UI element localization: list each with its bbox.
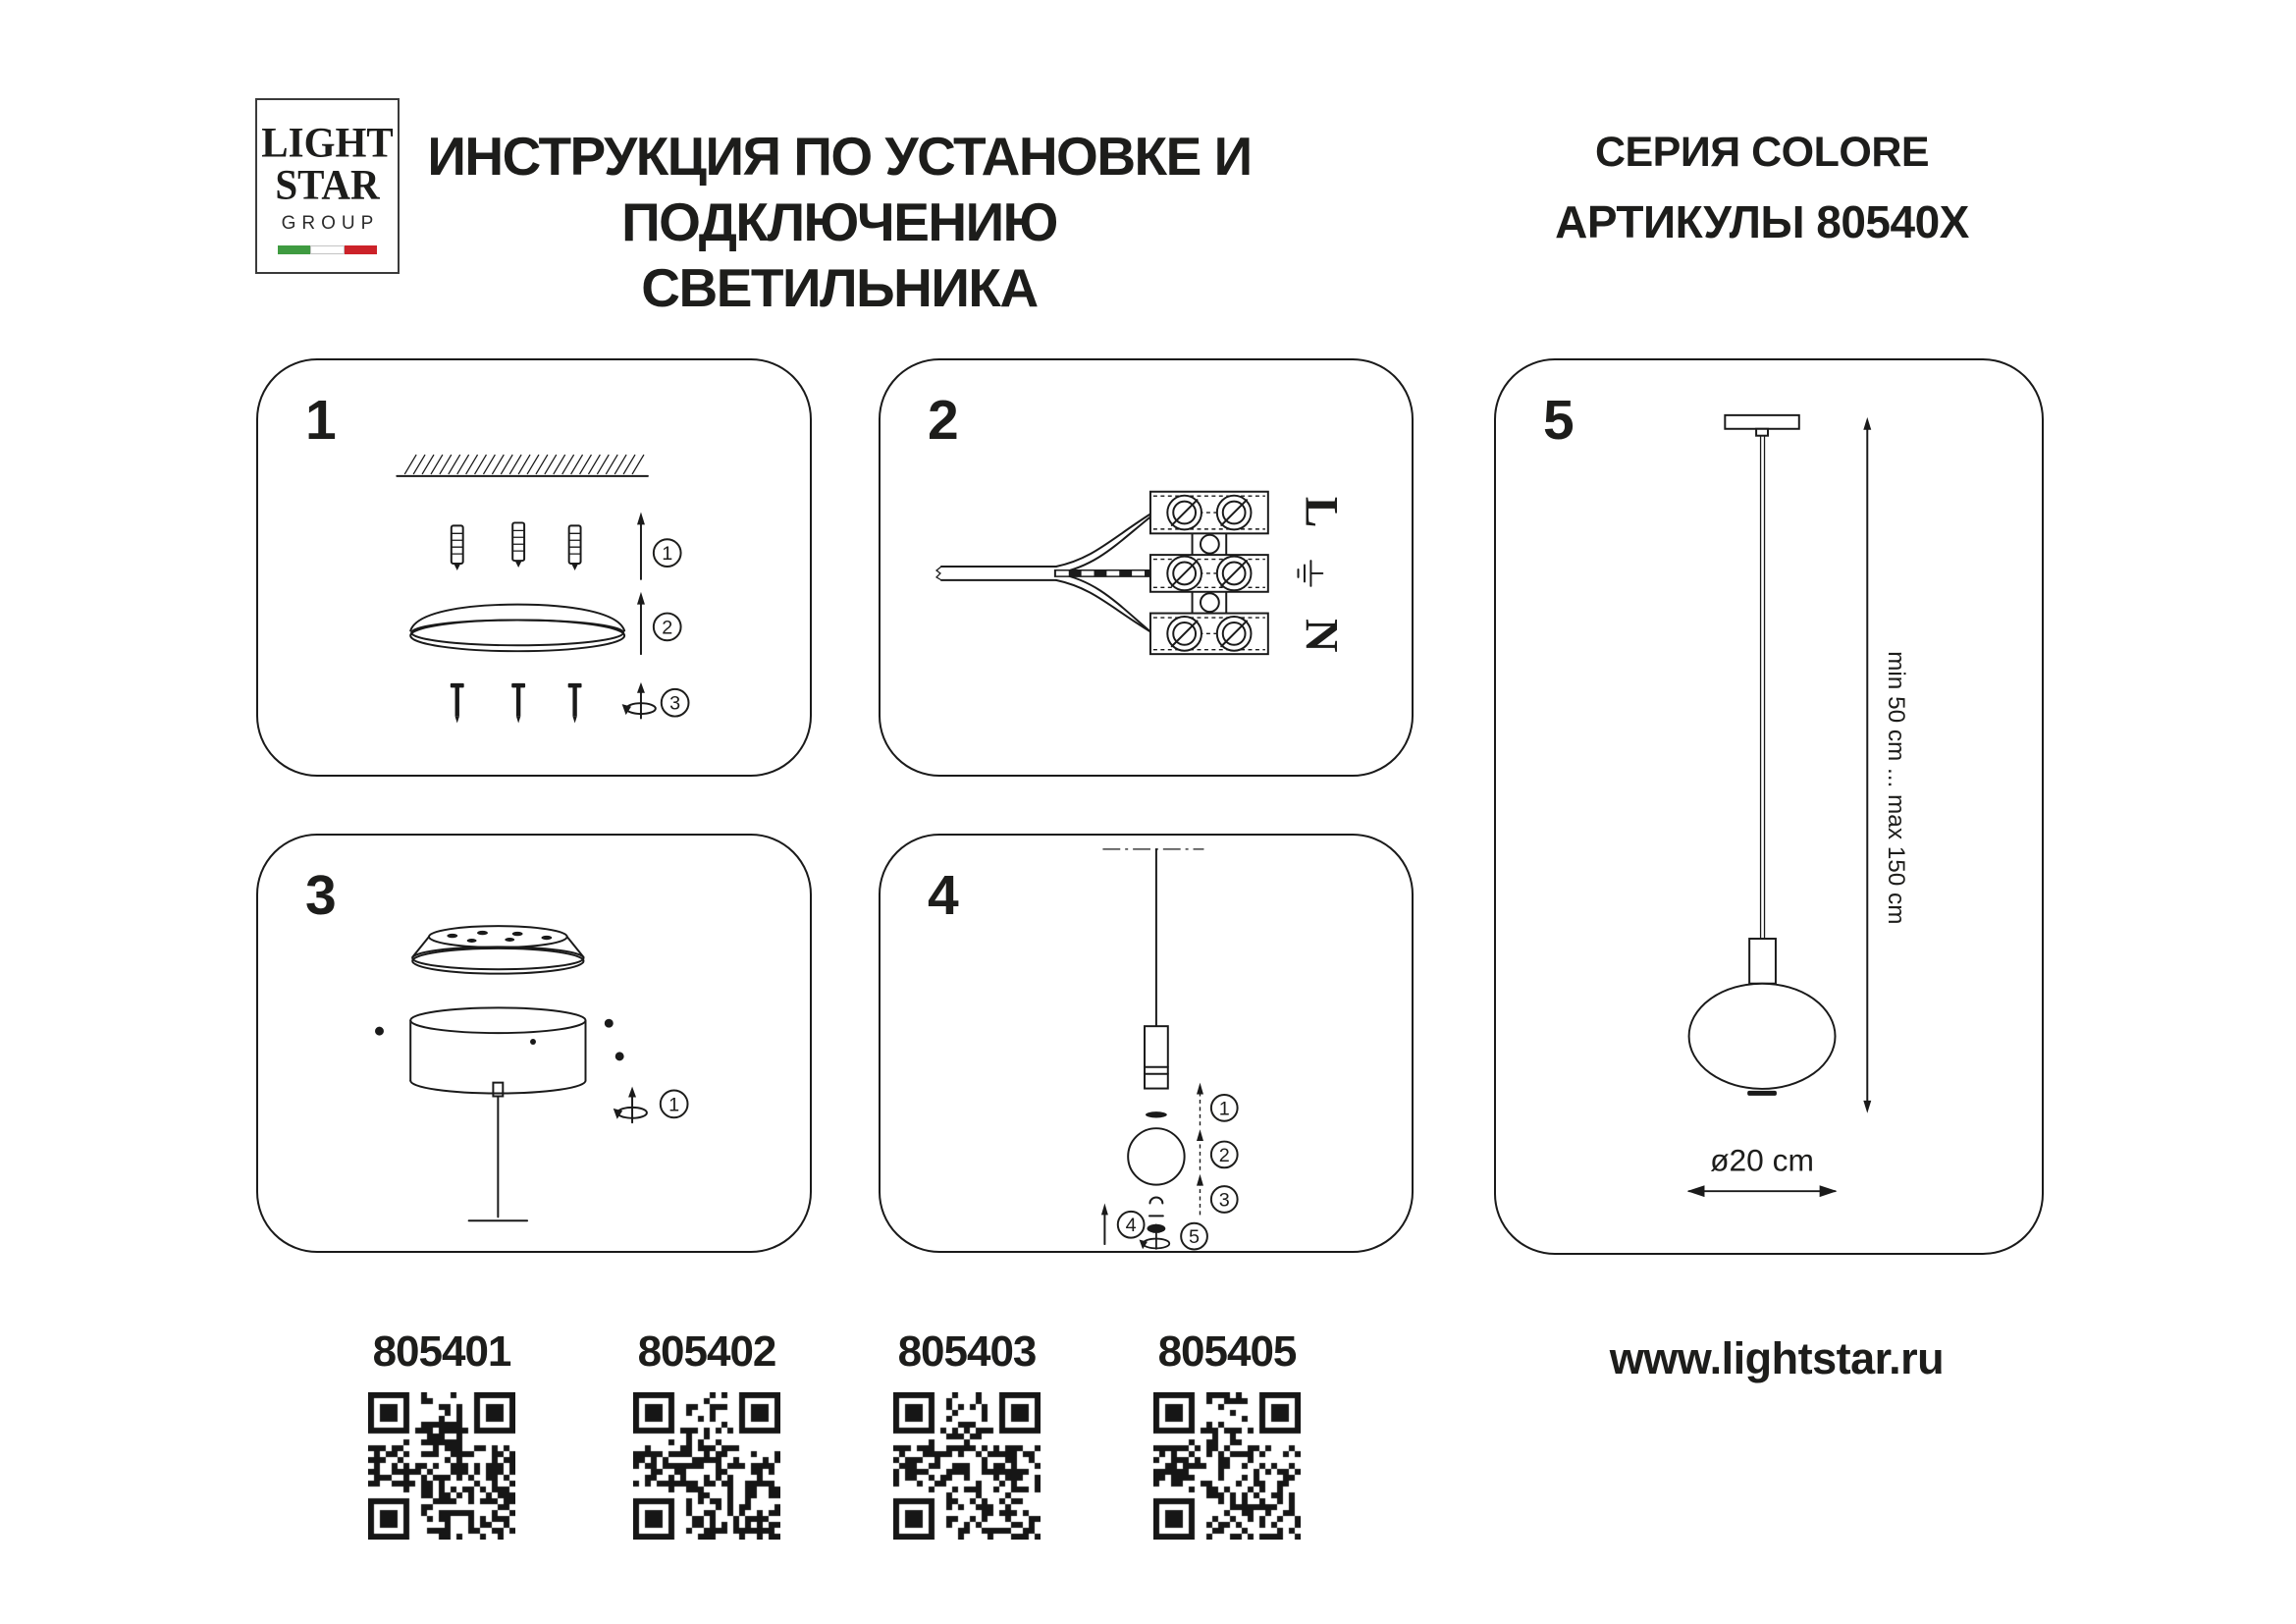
qr-code-805402 bbox=[633, 1392, 780, 1540]
globe-cap bbox=[1149, 1198, 1162, 1204]
svg-text:2: 2 bbox=[662, 617, 673, 639]
ceiling-plate bbox=[1725, 415, 1798, 436]
driver-housing bbox=[410, 1007, 585, 1093]
suspension-wire bbox=[469, 1083, 527, 1221]
svg-text:2: 2 bbox=[1218, 1144, 1230, 1166]
logo-word-light: LIGHT bbox=[261, 118, 394, 167]
articles-title: АРТИКУЛЫ 80540X bbox=[1555, 196, 1969, 247]
series-header bbox=[1526, 129, 1998, 248]
height-range-label: min 50 cm ... max 150 cm bbox=[1883, 651, 1910, 925]
title-line-2: ПОДКЛЮЧЕНИЮ СВЕТИЛЬНИКА bbox=[621, 191, 1057, 318]
ground-icon bbox=[1299, 561, 1323, 586]
panel-2-number: 2 bbox=[928, 389, 959, 452]
label-live: L bbox=[1295, 496, 1347, 528]
panel-step-2 bbox=[879, 358, 1414, 777]
label-neutral: N bbox=[1295, 619, 1347, 653]
panel-4-diagram bbox=[881, 836, 1412, 1251]
svg-text:1: 1 bbox=[668, 1094, 680, 1116]
panel-3-diagram bbox=[258, 836, 810, 1251]
supply-cable bbox=[936, 514, 1153, 632]
terminal-row-live bbox=[1150, 492, 1268, 534]
step-marker-3 bbox=[1211, 1186, 1238, 1213]
website-url: www.lightstar.ru bbox=[1609, 1333, 1945, 1383]
suspension-wire bbox=[1761, 436, 1765, 941]
qr-code-805401 bbox=[368, 1392, 515, 1540]
panel-step-4 bbox=[879, 834, 1414, 1253]
step-marker-2 bbox=[1211, 1142, 1238, 1168]
step-marker-5 bbox=[1181, 1223, 1207, 1250]
qr-code-805403 bbox=[893, 1392, 1041, 1540]
side-screws bbox=[375, 1019, 624, 1061]
diameter-label: ø20 cm bbox=[1710, 1142, 1815, 1178]
step-marker-1 bbox=[1211, 1095, 1238, 1121]
article-block-805402 bbox=[628, 1327, 785, 1544]
article-code: 805403 bbox=[897, 1327, 1037, 1376]
panel-1-diagram bbox=[258, 360, 810, 775]
ceiling-canopy-top bbox=[412, 926, 583, 974]
diameter-dimension bbox=[1687, 1142, 1838, 1197]
svg-text:1: 1 bbox=[662, 543, 673, 566]
step-arrows bbox=[1197, 1083, 1203, 1216]
step-marker-3 bbox=[662, 689, 689, 717]
wall-anchors bbox=[452, 522, 581, 570]
panel-5-diagram bbox=[1496, 360, 2042, 1253]
lightstar-logo bbox=[255, 98, 400, 274]
panel-step-1 bbox=[256, 358, 812, 777]
ceiling-hatch bbox=[397, 455, 648, 476]
svg-text:1: 1 bbox=[1218, 1098, 1230, 1120]
glass-globe bbox=[1128, 1128, 1184, 1184]
step-marker-1 bbox=[661, 1091, 688, 1118]
svg-text:4: 4 bbox=[1125, 1215, 1137, 1237]
title-line-1: ИНСТРУКЦИЯ ПО УСТАНОВКЕ И bbox=[427, 126, 1252, 187]
page-title bbox=[422, 124, 1256, 321]
article-block-805403 bbox=[888, 1327, 1045, 1544]
article-code: 805402 bbox=[637, 1327, 776, 1376]
svg-text:3: 3 bbox=[669, 692, 681, 715]
qr-code-805405 bbox=[1153, 1392, 1301, 1540]
logo-word-star: STAR bbox=[275, 160, 380, 209]
step-marker-2 bbox=[654, 614, 681, 641]
mounting-screws bbox=[451, 683, 582, 724]
panel-step-3 bbox=[256, 834, 812, 1253]
globe-base bbox=[1747, 1091, 1777, 1096]
article-code: 805405 bbox=[1157, 1327, 1297, 1376]
retaining-ring bbox=[1146, 1111, 1167, 1117]
panel-3-number: 3 bbox=[305, 864, 337, 927]
terminal-row-ground bbox=[1150, 555, 1268, 592]
panel-2-diagram bbox=[881, 360, 1412, 775]
rotate-arrow-icon bbox=[614, 1087, 647, 1123]
ceiling-canopy bbox=[410, 605, 624, 652]
logo-word-group: GROUP bbox=[281, 213, 380, 234]
step-marker-1 bbox=[654, 539, 681, 567]
panel-5-number: 5 bbox=[1543, 389, 1575, 452]
article-block-805401 bbox=[363, 1327, 520, 1544]
panel-4-number: 4 bbox=[928, 864, 959, 927]
step-arrow-1 bbox=[637, 513, 645, 579]
article-block-805405 bbox=[1148, 1327, 1306, 1544]
socket-body bbox=[1145, 1026, 1168, 1088]
socket-body bbox=[1749, 939, 1776, 984]
series-title: СЕРИЯ COLORE bbox=[1594, 129, 1930, 176]
rotate-arrow-icon bbox=[622, 682, 656, 719]
step-arrow-4 bbox=[1101, 1203, 1108, 1244]
step-arrow-2 bbox=[637, 592, 645, 654]
terminal-row-neutral bbox=[1150, 614, 1268, 655]
panel-1-number: 1 bbox=[305, 389, 337, 452]
svg-text:5: 5 bbox=[1189, 1226, 1201, 1249]
step-marker-4 bbox=[1118, 1212, 1145, 1238]
height-dimension bbox=[1863, 417, 1909, 1113]
svg-text:3: 3 bbox=[1218, 1189, 1230, 1212]
article-code: 805401 bbox=[372, 1327, 511, 1376]
italian-flag-icon bbox=[278, 245, 378, 254]
panel-overview bbox=[1494, 358, 2044, 1255]
glass-globe bbox=[1689, 984, 1836, 1089]
